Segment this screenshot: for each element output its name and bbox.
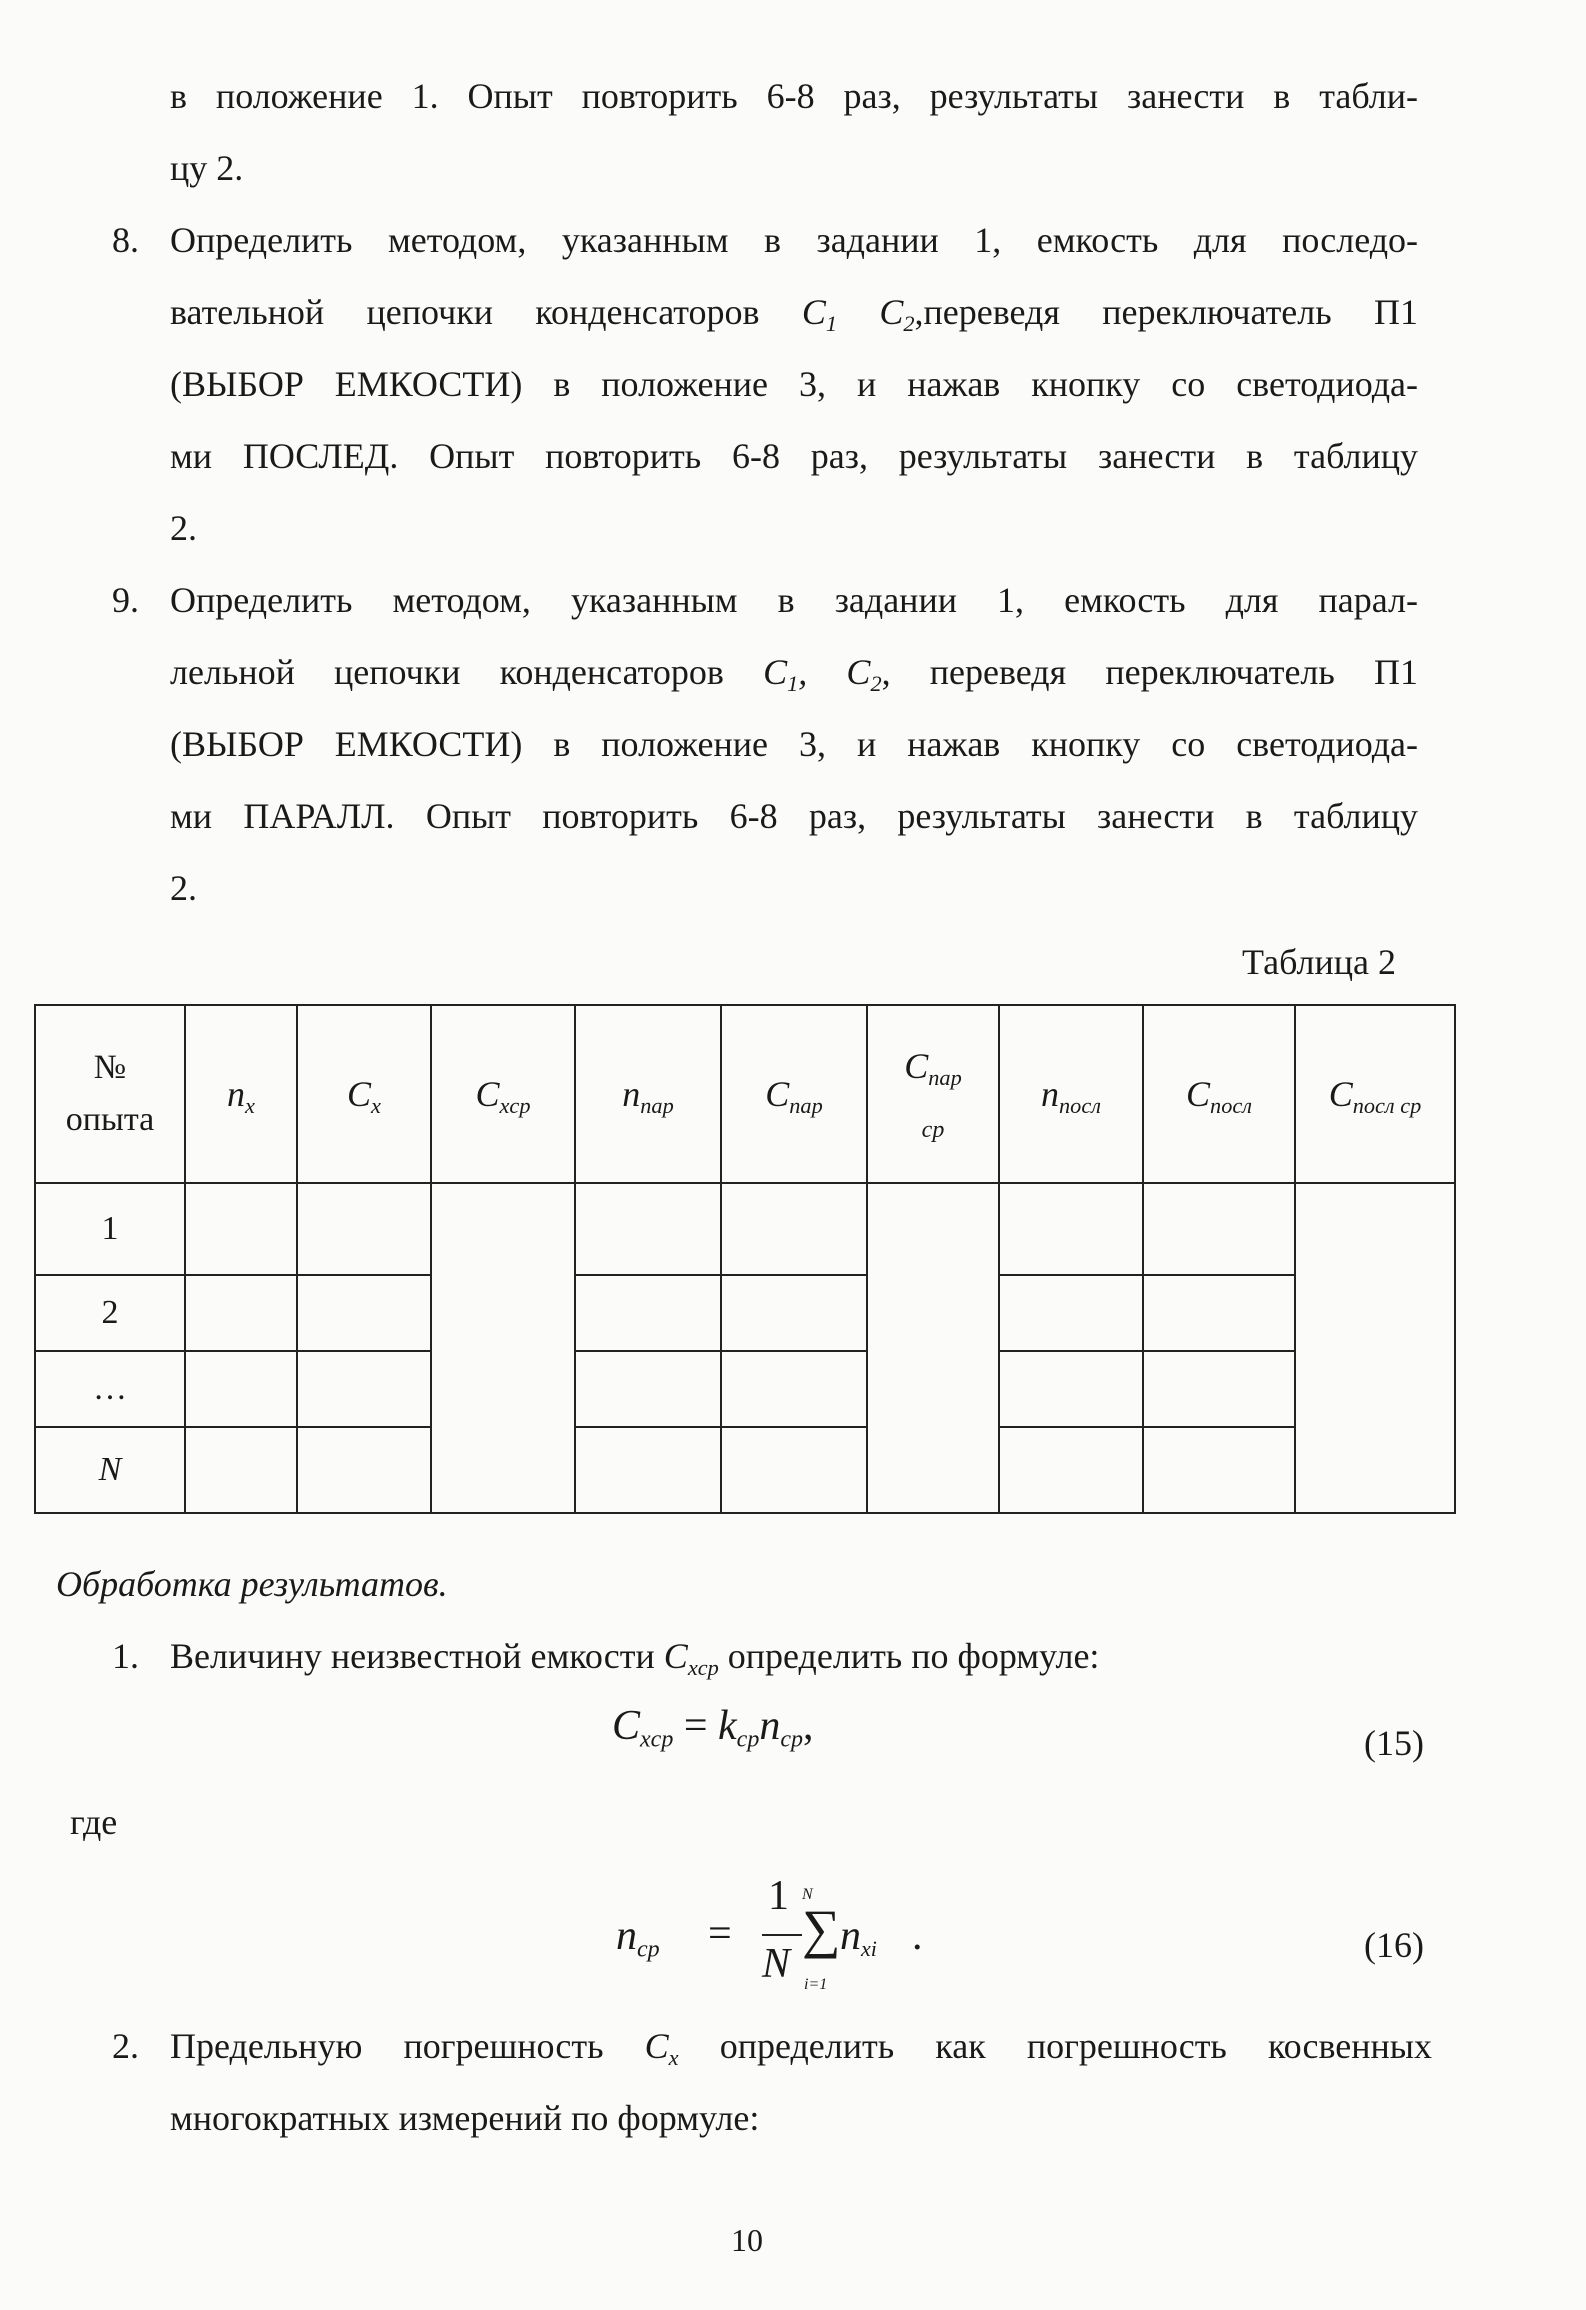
intro-line-1: в положение 1. Опыт повторить 6-8 раз, результаты занести в табли- — [170, 76, 1418, 116]
item-9-line-1: Определить методом, указанным в задании 1, емкость для парал- — [170, 580, 1418, 620]
item-8-line-1: Определить методом, указанным в задании 1, емкость для последо- — [170, 220, 1418, 260]
row-label: 2 — [35, 1275, 185, 1351]
processing-item-1-text: Величину неизвестной емкости $C_{xcp}$ определить по формуле: — [170, 1636, 1100, 1681]
table-row — [35, 1351, 1455, 1427]
header-c-posl: $C_{посл}$ — [1143, 1005, 1295, 1183]
row-label: N — [35, 1427, 185, 1513]
item-9-line-2: лельной цепочки конденсаторов $C_1$, $C_2$, переведя переключатель П1 — [170, 652, 1418, 697]
item-9-number: 9. — [112, 580, 139, 620]
formula-16: $n_{cp}$ = 1 N N ∑ i=1 $n_{xi}$ . — [616, 1873, 923, 1993]
merged-cell-c-par-avg — [867, 1183, 999, 1513]
item-8-line-3: (ВЫБОР ЕМКОСТИ) в положение 3, и нажав кнопку со светодиода- — [170, 364, 1418, 404]
header-n-par: $n_{пар}$ — [575, 1005, 721, 1183]
item-9-line-4: ми ПАРАЛЛ. Опыт повторить 6-8 раз, результаты занести в таблицу — [170, 796, 1418, 836]
table-row — [35, 1275, 1455, 1351]
processing-item-2-number: 2. — [112, 2026, 139, 2066]
results-table — [34, 1004, 1456, 1514]
processing-item-2-text: Предельную погрешность $C_x$ определить как погрешность косвенных — [170, 2026, 1432, 2071]
section-title: Обработка результатов. — [56, 1564, 448, 1604]
item-9-line-3: (ВЫБОР ЕМКОСТИ) в положение 3, и нажав кнопку со светодиода- — [170, 724, 1418, 764]
equation-number-15: (15) — [1364, 1723, 1424, 1763]
merged-cell-c-posl-avg — [1295, 1183, 1455, 1513]
header-c-par: $C_{пар}$ — [721, 1005, 867, 1183]
table-row — [35, 1427, 1455, 1513]
item-8-line-5: 2. — [170, 508, 197, 548]
table-row — [35, 1183, 1455, 1275]
table-caption: Таблица 2 — [1242, 942, 1396, 982]
header-c-posl-avg: $C_{посл ср}$ — [1295, 1005, 1455, 1183]
item-8-number: 8. — [112, 220, 139, 260]
item-9-line-5: 2. — [170, 868, 197, 908]
item-8-line-2: вательной цепочки конденсаторов $C_1$ $C_2,переведя$ переключатель П1 — [170, 292, 1418, 337]
item-8-line-4: ми ПОСЛЕД. Опыт повторить 6-8 раз, результаты занести в таблицу — [170, 436, 1418, 476]
header-cx: $C_x$ — [297, 1005, 431, 1183]
row-label: 1 — [35, 1183, 185, 1275]
header-n-posl: $n_{посл}$ — [999, 1005, 1143, 1183]
intro-line-2: цу 2. — [170, 148, 244, 188]
table-header-row — [35, 1005, 1455, 1183]
formula-15: $C_{xcp} = k_{cp}n_{cp}$, — [612, 1703, 814, 1753]
processing-item-1-number: 1. — [112, 1636, 139, 1676]
row-label: … — [35, 1351, 185, 1427]
equation-number-16: (16) — [1364, 1925, 1424, 1965]
processing-item-2-line-2: многократных измерений по формуле: — [170, 2098, 760, 2138]
where-label: где — [70, 1802, 118, 1842]
page-number: 10 — [731, 2222, 763, 2258]
header-experiment-no: № опыта — [35, 1005, 185, 1183]
header-nx: $n_x$ — [185, 1005, 297, 1183]
merged-cell-cx-avg — [431, 1183, 575, 1513]
header-c-par-avg: $C_{пар}$ cp — [867, 1005, 999, 1183]
header-cx-avg: $C_{xcp}$ — [431, 1005, 575, 1183]
